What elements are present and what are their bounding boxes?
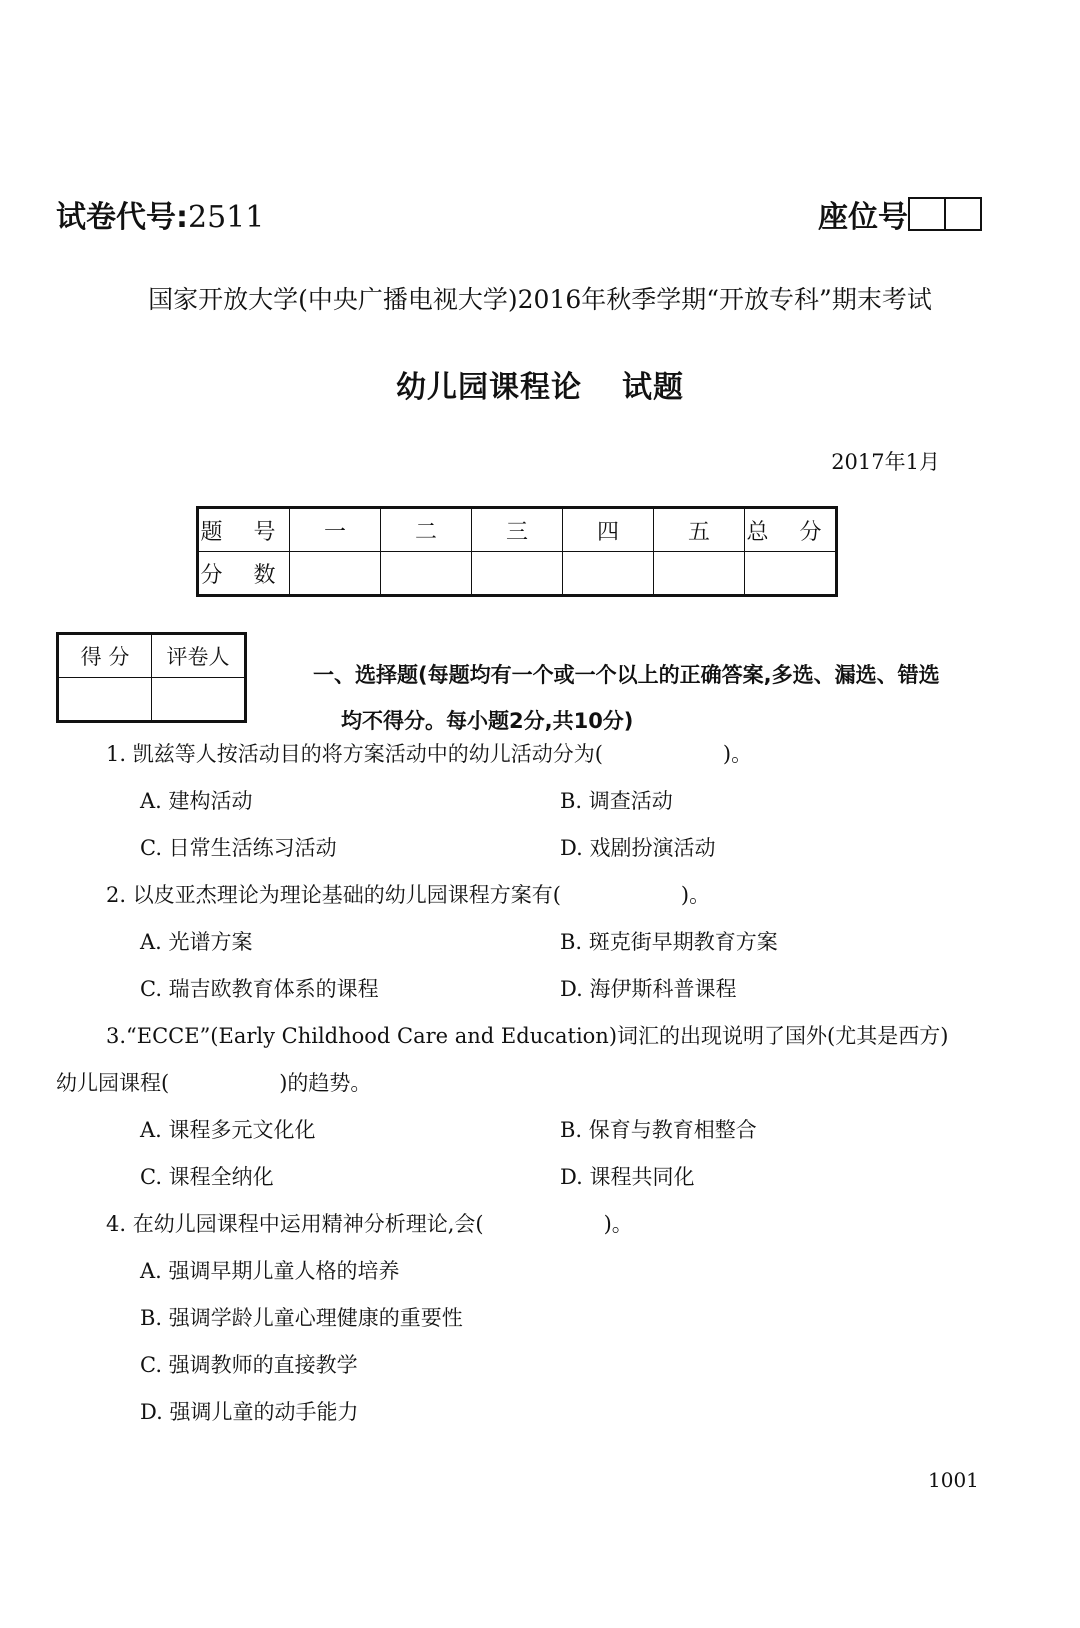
grader-score-label: 得 分	[58, 634, 152, 678]
question-option: C. 强调教师的直接教学	[140, 1353, 358, 1377]
score-cell[interactable]	[654, 552, 745, 596]
question-stem-text: 4. 在幼儿园课程中运用精神分析理论,会(	[106, 1212, 484, 1236]
question-stem	[106, 1208, 633, 1238]
score-cell[interactable]	[563, 552, 654, 596]
seat-box-1[interactable]	[908, 197, 946, 231]
grader-name-label: 评卷人	[152, 634, 246, 678]
question-option: D. 海伊斯科普课程	[560, 977, 737, 1001]
question-stem	[106, 738, 752, 768]
question-option: C. 课程全纳化	[140, 1165, 274, 1189]
score-table-row-label: 分 数	[198, 552, 290, 596]
score-table-header-cell: 二	[381, 508, 472, 552]
question-stem-text: 1. 凯兹等人按活动目的将方案活动中的幼儿活动分为(	[106, 742, 603, 766]
subject-title	[0, 362, 1080, 406]
section-heading-line1: 一、选择题(每题均有一个或一个以上的正确答案,多选、漏选、错选	[313, 663, 940, 687]
question-option: B. 斑克街早期教育方案	[560, 930, 778, 954]
question-stem-end: )。	[603, 1212, 633, 1236]
score-table-header-cell: 一	[290, 508, 381, 552]
subject-name: 幼儿园课程论	[396, 370, 582, 405]
exam-date: 2017年1月	[831, 450, 940, 474]
question-option: D. 课程共同化	[560, 1165, 695, 1189]
score-table-header-cell: 五	[654, 508, 745, 552]
score-cell[interactable]	[381, 552, 472, 596]
subject-suffix: 试题	[622, 370, 684, 405]
question-stem-continued	[56, 1067, 371, 1097]
score-table-header-row	[198, 508, 837, 552]
paper-code	[56, 192, 264, 236]
exam-title: 国家开放大学(中央广播电视大学)2016年秋季学期“开放专科”期末考试	[148, 285, 932, 314]
score-table-header-cell: 总 分	[745, 508, 837, 552]
question-option: A. 课程多元文化化	[140, 1118, 316, 1142]
question-option: A. 光谱方案	[140, 930, 253, 954]
question-stem-text: 2. 以皮亚杰理论为理论基础的幼儿园课程方案有(	[106, 883, 561, 907]
question-stem-end: )。	[722, 742, 753, 766]
question-stem-text: 幼儿园课程(	[56, 1071, 170, 1095]
score-table-header-cell: 三	[472, 508, 563, 552]
score-cell[interactable]	[472, 552, 563, 596]
question-option: C. 瑞吉欧教育体系的课程	[140, 977, 379, 1001]
section-heading-line2: 均不得分。每小题2分,共10分)	[341, 709, 634, 733]
question-stem-end: )。	[680, 883, 711, 907]
score-table-header-cell: 四	[563, 508, 654, 552]
question-option: A. 强调早期儿童人格的培养	[140, 1259, 400, 1283]
question-option: B. 保育与教育相整合	[560, 1118, 757, 1142]
question-stem	[106, 879, 710, 909]
grader-name-cell[interactable]	[152, 678, 246, 722]
question-option: A. 建构活动	[140, 789, 253, 813]
question-option: B. 调查活动	[560, 789, 673, 813]
grader-table	[56, 632, 247, 723]
seat-label: 座位号	[818, 200, 908, 235]
score-cell[interactable]	[290, 552, 381, 596]
paper-code-label: 试卷代号:	[56, 200, 188, 235]
page-number: 1001	[928, 1468, 979, 1492]
question-option: B. 强调学龄儿童心理健康的重要性	[140, 1306, 463, 1330]
grader-score-cell[interactable]	[58, 678, 152, 722]
seat-number	[818, 192, 982, 236]
question-option: D. 戏剧扮演活动	[560, 836, 716, 860]
paper-code-value: 2511	[188, 200, 265, 235]
question-stem: 3.“ECCE”(Early Childhood Care and Education)词汇的出现说明了国外(尤其是西方)	[106, 1024, 949, 1048]
seat-box-2[interactable]	[946, 197, 982, 231]
question-option: D. 强调儿童的动手能力	[140, 1400, 359, 1424]
score-table-header-cell: 题 号	[198, 508, 290, 552]
score-table	[196, 506, 838, 597]
score-cell[interactable]	[745, 552, 837, 596]
question-option: C. 日常生活练习活动	[140, 836, 337, 860]
question-stem-end: )的趋势。	[279, 1071, 372, 1095]
score-table-score-row	[198, 552, 837, 596]
section-heading	[313, 652, 993, 744]
